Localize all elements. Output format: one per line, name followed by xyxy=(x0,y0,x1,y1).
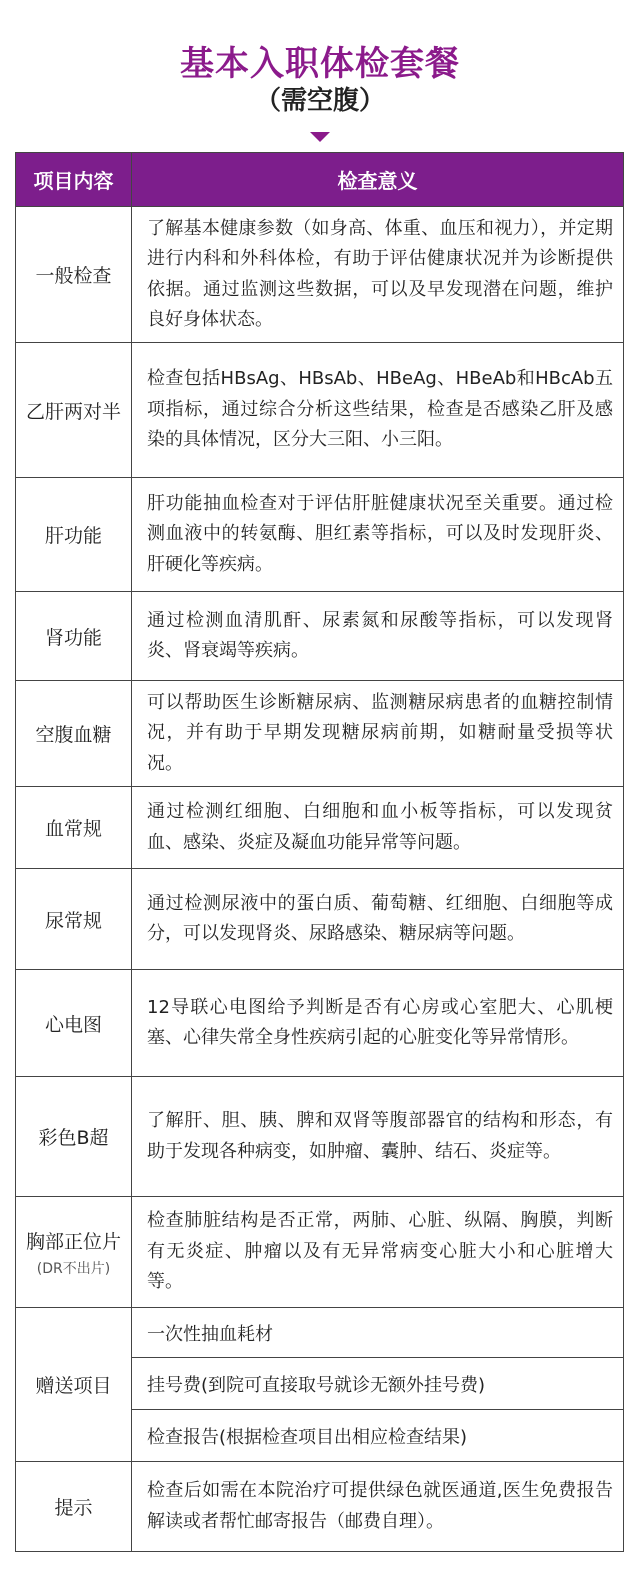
tip-desc: 检查后如需在本院治疗可提供绿色就医通道,医生免费报告解读或者帮忙邮寄报告（邮费自理）。 xyxy=(132,1462,624,1552)
row-item: 乙肝两对半 xyxy=(16,343,132,478)
row-desc: 12导联心电图给予判断是否有心房或心室肥大、心肌梗塞、心律失常全身性疾病引起的心脏变化等异常情形。 xyxy=(132,970,624,1077)
row-desc: 了解肝、胆、胰、脾和双肾等腹部器官的结构和形态，有助于发现各种病变，如肿瘤、囊肿、结石、炎症等。 xyxy=(132,1077,624,1197)
gift-item: 赠送项目 xyxy=(16,1308,132,1462)
checkup-table xyxy=(15,152,624,1552)
row-desc: 检查肺脏结构是否正常，两肺、心脏、纵隔、胸膜，判断有无炎症、肿瘤以及有无异常病变心脏大小和心脏增大等。 xyxy=(132,1197,624,1308)
row-item-label: 胸部正位片 xyxy=(25,1230,121,1253)
table-row xyxy=(16,1077,624,1197)
row-desc: 检查包括HBsAg、HBsAb、HBeAg、HBeAb和HBcAb五项指标，通过综合分析这些结果，检查是否感染乙肝及感染的具体情况，区分大三阳、小三阳。 xyxy=(132,343,624,478)
row-item: 肾功能 xyxy=(16,592,132,681)
table-row xyxy=(16,970,624,1077)
row-item: 尿常规 xyxy=(16,869,132,970)
row-desc: 肝功能抽血检查对于评估肝脏健康状况至关重要。通过检测血液中的转氨酶、胆红素等指标，可以及时发现肝炎、肝硬化等疾病。 xyxy=(132,478,624,592)
table-row xyxy=(16,1197,624,1308)
row-item: 心电图 xyxy=(16,970,132,1077)
row-item: 彩色B超 xyxy=(16,1077,132,1197)
row-item: 一般检查 xyxy=(16,207,132,343)
row-desc: 通过检测血清肌酐、尿素氮和尿酸等指标，可以发现肾炎、肾衰竭等疾病。 xyxy=(132,592,624,681)
row-item: 血常规 xyxy=(16,787,132,869)
table-row xyxy=(16,207,624,343)
row-item xyxy=(16,1197,132,1308)
page-title: 基本入职体检套餐 xyxy=(180,44,460,84)
table-row xyxy=(16,681,624,787)
column-header-meaning: 检查意义 xyxy=(132,153,624,207)
page-subtitle: （需空腹） xyxy=(254,86,385,116)
table-row xyxy=(16,343,624,478)
row-item: 肝功能 xyxy=(16,478,132,592)
row-desc: 通过检测红细胞、白细胞和血小板等指标，可以发现贫血、感染、炎症及凝血功能异常等问题。 xyxy=(132,787,624,869)
gift-line: 挂号费(到院可直接取号就诊无额外挂号费) xyxy=(132,1358,624,1410)
column-header-item: 项目内容 xyxy=(16,153,132,207)
row-desc: 可以帮助医生诊断糖尿病、监测糖尿病患者的血糖控制情况，并有助于早期发现糖尿病前期，如糖耐量受损等状况。 xyxy=(132,681,624,787)
row-item: 空腹血糖 xyxy=(16,681,132,787)
caret-down-icon xyxy=(310,132,330,142)
row-desc: 了解基本健康参数（如身高、体重、血压和视力），并定期进行内科和外科体检，有助于评估健康状况并为诊断提供依据。通过监测这些数据，可以及早发现潜在问题，维护良好身体状态。 xyxy=(132,207,624,343)
table-row xyxy=(16,787,624,869)
table-row xyxy=(16,478,624,592)
row-desc: 通过检测尿液中的蛋白质、葡萄糖、红细胞、白细胞等成分，可以发现肾炎、尿路感染、糖尿病等问题。 xyxy=(132,869,624,970)
gift-line: 一次性抽血耗材 xyxy=(132,1308,624,1358)
tip-item: 提示 xyxy=(16,1462,132,1552)
table-header-row xyxy=(16,153,624,207)
table-row xyxy=(16,592,624,681)
table-row xyxy=(16,1462,624,1552)
table-row xyxy=(16,869,624,970)
row-item-note: (DR不出片) xyxy=(36,1260,111,1277)
table-row xyxy=(16,1308,624,1358)
gift-line: 检查报告(根据检查项目出相应检查结果) xyxy=(132,1410,624,1462)
